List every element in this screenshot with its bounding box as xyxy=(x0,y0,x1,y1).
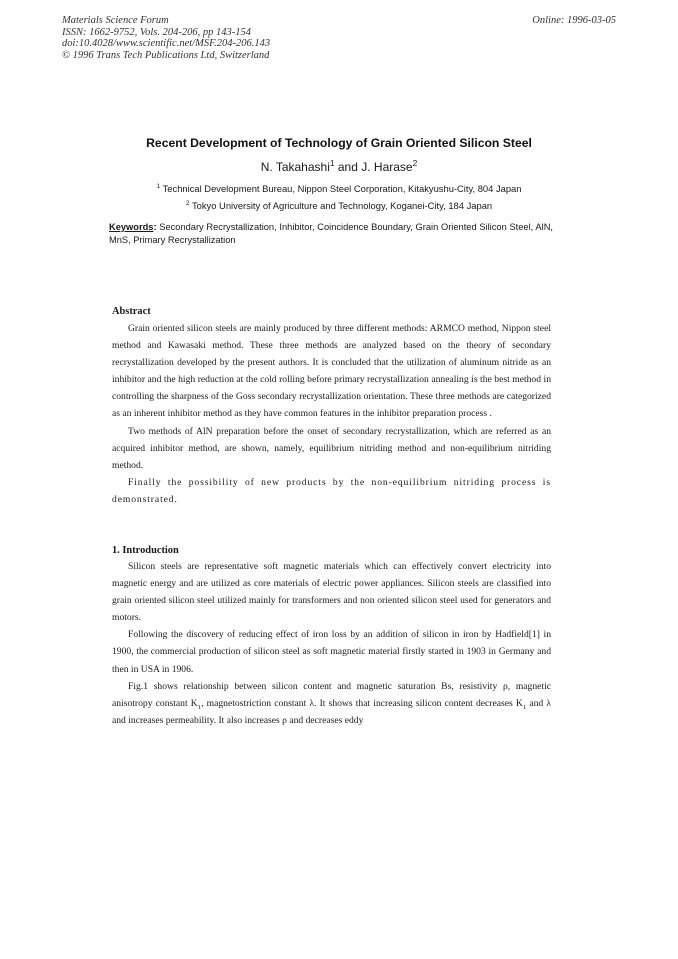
author-conjunction: and xyxy=(334,160,362,174)
author-1-affil-mark: 1 xyxy=(329,158,335,168)
journal-doi[interactable]: doi:10.4028/www.scientific.net/MSF.204-206.143 xyxy=(62,38,271,50)
intro-p3-part-b: , magnetostriction constant λ. It shows that increasing silicon content decreases K xyxy=(201,697,523,709)
intro-p3-part-a: Fig.1 shows relationship between silicon content and magnetic saturation Bs, resistivity ρ, magnetic anisotropy constant K xyxy=(112,680,551,709)
abstract-paragraph-2: Two methods of AlN preparation before the onset of secondary recrystallization, which are referred as an acquired inhibitor method, are shown, namely, equilibrium nitriding method and non-equilibrium nitriding method. xyxy=(112,425,551,471)
intro-p3-sub-2: 1 xyxy=(522,703,527,711)
intro-p3-sub-1: 1 xyxy=(197,703,202,711)
introduction-body xyxy=(112,558,551,729)
affiliation-1 xyxy=(0,183,678,194)
introduction-heading: 1. Introduction xyxy=(112,545,179,556)
abstract-paragraph-3: Finally the possibility of new products by the non-equilibrium nitriding process is demonstrated. xyxy=(112,476,551,505)
journal-issn: ISSN: 1662-9752, Vols. 204-206, pp 143-154 xyxy=(62,26,251,38)
keywords xyxy=(109,221,553,246)
author-line xyxy=(0,160,678,174)
author-2: J. Harase xyxy=(361,160,413,174)
introduction-paragraph-3 xyxy=(112,678,551,729)
abstract-paragraph-1: Grain oriented silicon steels are mainly produced by three different methods: ARMCO method, Nippon steel method and Kawasaki method. These three methods are analyzed based on the theory of secondary recrystallization developed by the present authors. It is concluded that the utilization of aluminum nitride as an inhibitor and the high reduction at the cold rolling before primary recrystallization annealing is the best method in controlling the sharpness of the Goss secondary recrystallization orientation. These three methods are categorized as an inherent inhibitor method as they have common features in the inhibitor preparation process . xyxy=(112,323,551,420)
abstract-body xyxy=(112,320,551,508)
keywords-list: Secondary Recrystallization, Inhibitor, Coincidence Boundary, Grain Oriented Silicon Steel, AlN, MnS, Primary Recrystallization xyxy=(109,222,553,245)
affiliation-2-text: Tokyo University of Agriculture and Technology, Koganei-City, 184 Japan xyxy=(189,200,493,211)
author-1: N. Takahashi xyxy=(260,160,330,174)
affiliation-1-mark: 1 xyxy=(156,182,161,190)
keywords-label: Keywords xyxy=(109,222,154,232)
abstract-heading: Abstract xyxy=(112,306,151,317)
keywords-colon: : xyxy=(153,222,157,232)
journal-header xyxy=(62,15,270,61)
author-2-affil-mark: 2 xyxy=(412,158,418,168)
paper-title: Recent Development of Technology of Grain Oriented Silicon Steel xyxy=(146,136,532,150)
introduction-paragraph-2: Following the discovery of reducing effect of iron loss by an addition of silicon in iron by Hadfield[1] in 1900, the commercial production of silicon steel as soft magnetic material firstly started in 1903 in Germany and then in USA in 1906. xyxy=(112,629,551,675)
affiliation-2-mark: 2 xyxy=(185,199,190,207)
journal-copyright: © 1996 Trans Tech Publications Ltd, Switzerland xyxy=(62,49,270,61)
introduction-paragraph-1: Silicon steels are representative soft magnetic materials which can effectively convert electricity into magnetic energy and are utilized as core materials of electric power appliances. Silicon steels are classified into grain oriented silicon steel utilized mainly for transformers and non oriented silicon steel used for generators and motors. xyxy=(112,561,551,624)
online-date: Online: 1996-03-05 xyxy=(532,15,616,26)
affiliation-2 xyxy=(0,200,678,211)
intro-p3-part-c: and λ and increases permeability. It also increases ρ and decreases eddy xyxy=(112,697,551,726)
affiliation-1-text: Technical Development Bureau, Nippon Steel Corporation, Kitakyushu-City, 804 Japan xyxy=(160,183,522,194)
journal-name: Materials Science Forum xyxy=(62,15,169,26)
